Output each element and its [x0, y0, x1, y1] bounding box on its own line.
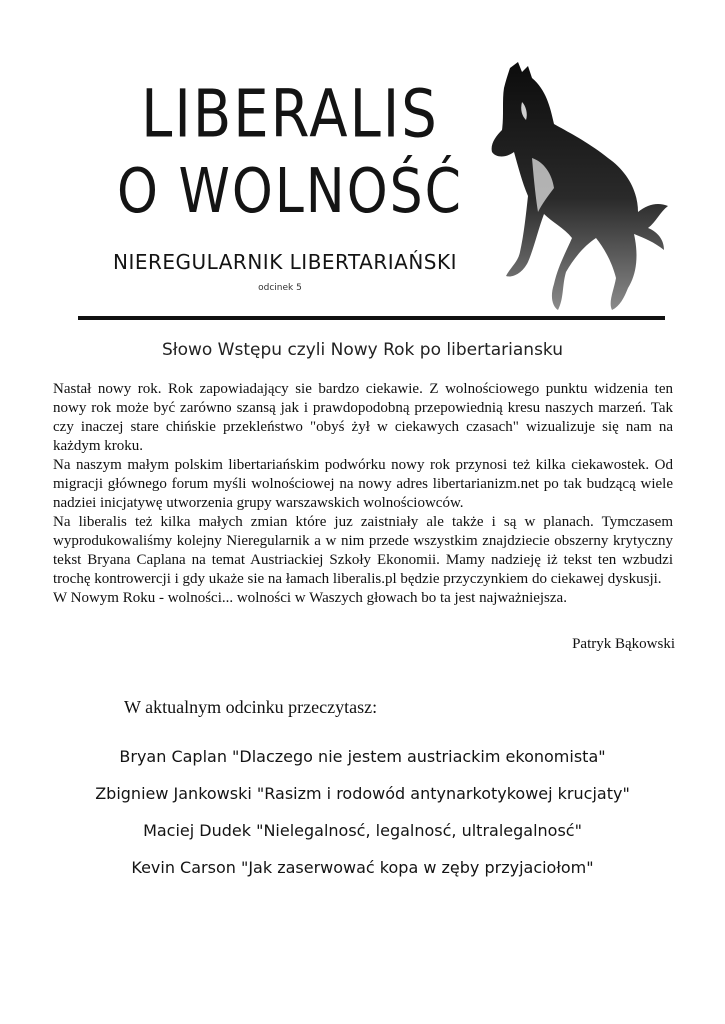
- contents-item: Zbigniew Jankowski "Rasizm i rodowód antynarkotykowej krucjaty": [95, 784, 630, 803]
- contents-item: Kevin Carson "Jak zaserwować kopa w zęby przyjaciołom": [131, 858, 594, 877]
- masthead-title-line2: O WOLNOŚĆ: [117, 156, 463, 228]
- article-paragraph: Na liberalis też kilka małych zmian które juz zaistniały ale także i są w planach. Tymczasem wyprodukowaliśmy kolejny Nieregularnik a w nim przede wszystkim znajdziecie obszerny krytyczny tekst Bryana Caplana na temat Austriackiej Szkoły Ekonomii. Mamy nadzieję iż tekst ten wzbudzi trochę kontrowercji i gdy ukaże sie na łamach liberalis.pl będzie przyczynkiem do ciekawej dyskusji.: [53, 514, 673, 587]
- masthead-title-line1: LIBERALIS: [141, 76, 439, 153]
- contents-item: Maciej Dudek "Nielegalnosć, legalnosć, ultralegalnosć": [143, 821, 582, 840]
- masthead-subtitle: NIEREGULARNIK LIBERTARIAŃSKI: [112, 250, 457, 274]
- issue-number: odcinek 5: [258, 283, 302, 293]
- article-paragraph: W Nowym Roku - wolności... wolności w Waszych głowach bo ta jest najważniejsza.: [53, 590, 567, 606]
- header-divider: [78, 316, 665, 320]
- article-author: Patryk Bąkowski: [572, 636, 675, 652]
- article-body: [53, 380, 673, 608]
- article-paragraph: Na naszym małym polskim libertariańskim podwórku nowy rok przynosi też kilka ciekawostek. Od migracji głównego forum myśli wolnościowej na nowy adres libertarianizm.net po tak budzącą wiele nadziei inicjatywę utworzenia grupy warszawskich wolnościowców.: [53, 457, 673, 511]
- article-title: Słowo Wstępu czyli Nowy Rok po libertariansku: [161, 340, 564, 360]
- contents-item: Bryan Caplan "Dlaczego nie jestem austriackim ekonomista": [119, 747, 606, 766]
- contents-list: [0, 738, 725, 886]
- article-paragraph: Nastał nowy rok. Rok zapowiadający sie bardzo ciekawie. Z wolnościowego punktu widzenia ten nowy rok może być zarówno szansą jak i prawdopodobną przepowiednią kresu naszych marzeń. Tak czy inaczej stare chińskie przekleństwo "obyś żył w ciekawych czasach" wizualizuje się nam na każdym kroku.: [53, 381, 673, 454]
- contents-heading: W aktualnym odcinku przeczytasz:: [124, 697, 378, 717]
- running-horse-icon: [488, 62, 670, 312]
